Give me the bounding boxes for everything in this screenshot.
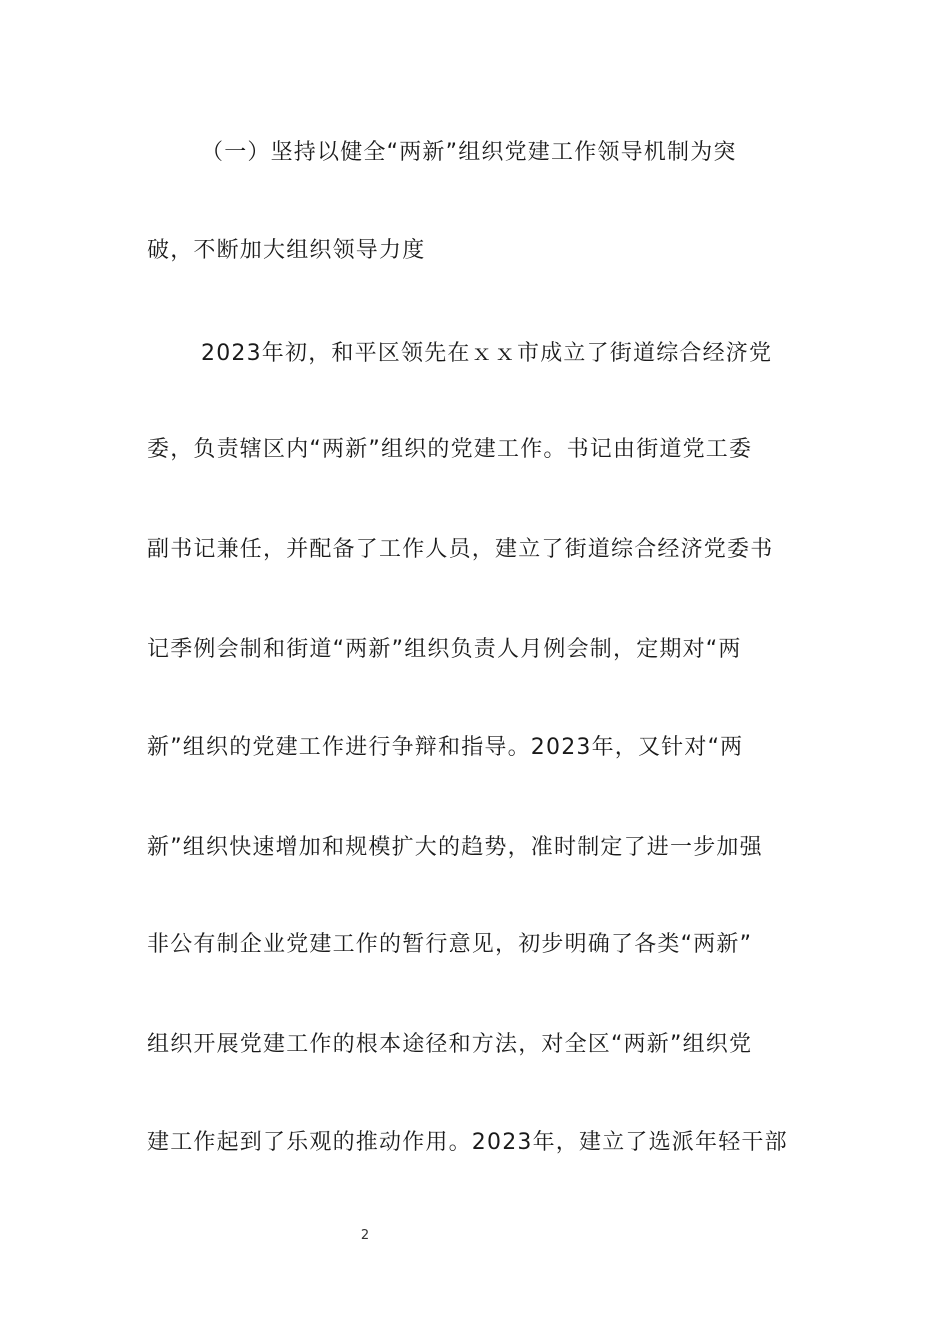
paragraph-line-1: 2023年初，和平区领先在ｘｘ市成立了街道综合经济党 (201, 341, 773, 366)
paragraph-line-4: 记季例会制和街道“两新”组织负责人月例会制，定期对“两 (147, 637, 742, 662)
paragraph-line-5: 新”组织的党建工作进行争辩和指导。2023年，又针对“两 (147, 735, 744, 760)
paragraph-line-3: 副书记兼任，并配备了工作人员，建立了街道综合经济党委书 (147, 537, 774, 562)
paragraph-line-7: 非公有制企业党建工作的暂行意见，初步明确了各类“两新” (147, 932, 753, 957)
section-heading-line-2: 破，不断加大组织领导力度 (147, 238, 426, 263)
section-heading-line-1: （一）坚持以健全“两新”组织党建工作领导机制为突 (201, 140, 737, 165)
paragraph-line-8: 组织开展党建工作的根本途径和方法，对全区“两新”组织党 (147, 1032, 753, 1057)
page-number: 2 (360, 1228, 370, 1243)
paragraph-line-2: 委，负责辖区内“两新”组织的党建工作。书记由街道党工委 (147, 437, 753, 462)
paragraph-line-6: 新”组织快速增加和规模扩大的趋势，准时制定了进一步加强 (147, 835, 763, 860)
paragraph-line-9: 建工作起到了乐观的推动作用。2023年，建立了选派年轻干部 (147, 1130, 788, 1155)
